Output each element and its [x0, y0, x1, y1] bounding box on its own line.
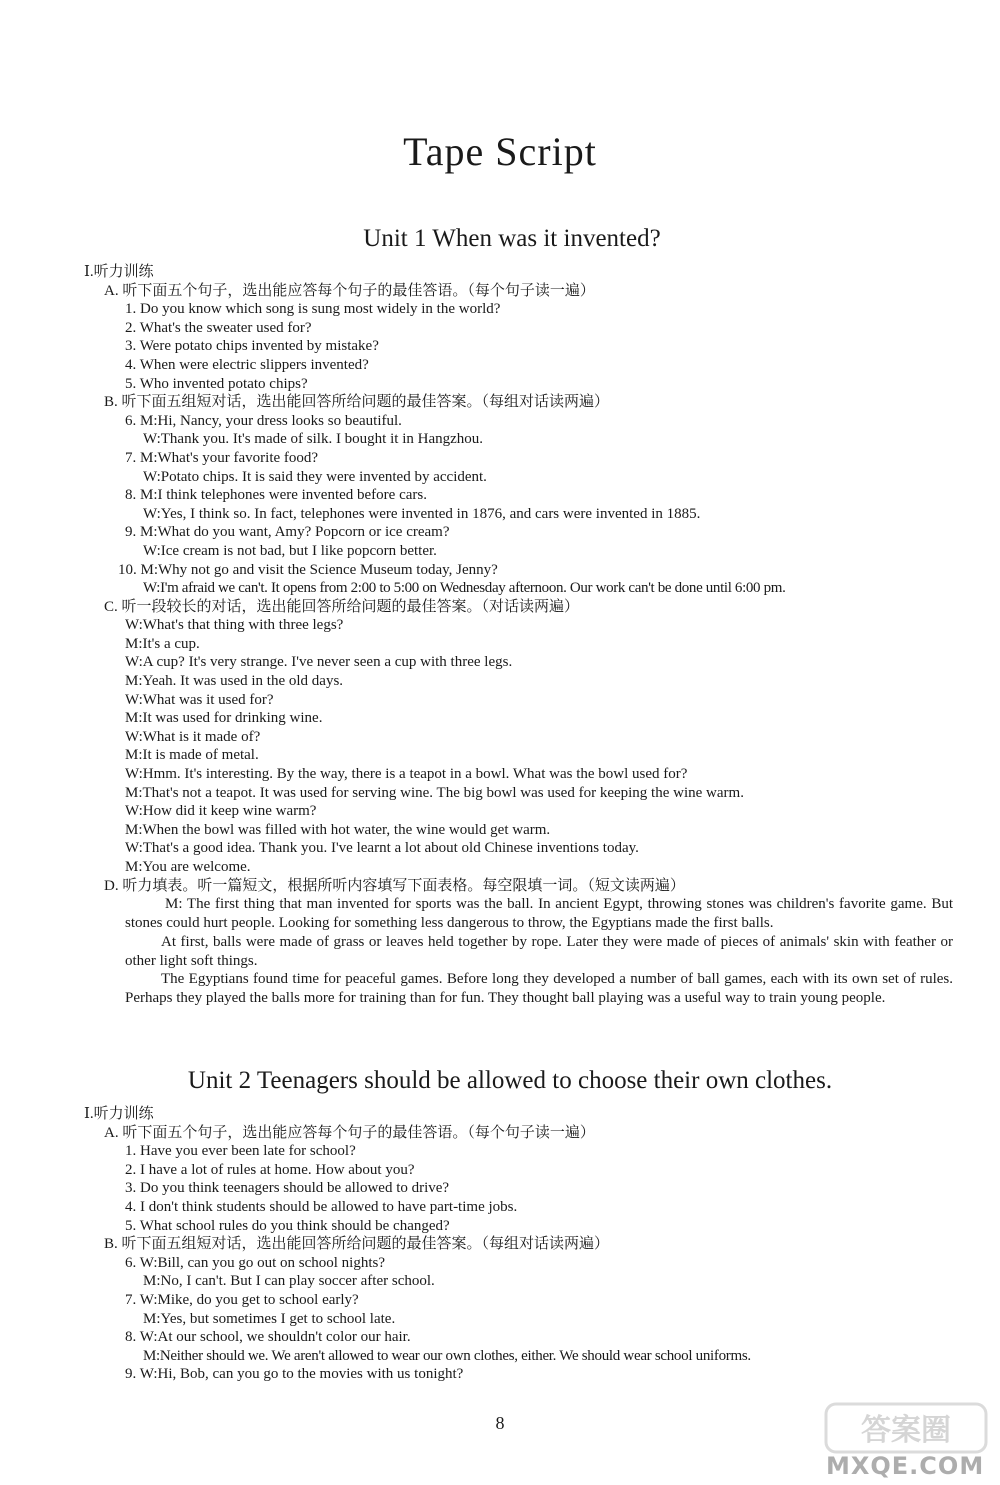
dialog-line: W:What's that thing with three legs? [125, 617, 344, 634]
unit-2-content [0, 1105, 1000, 1384]
part-d-heading: D. 听力填表。听一篇短文，根据所听内容填写下面表格。每空限填一词。（短文读两遍） [104, 877, 685, 894]
dialog-answer: W:Thank you. It's made of silk. I bought it in Hangzhou. [143, 431, 484, 448]
section-heading: Ⅰ.听力训练 [84, 1106, 154, 1122]
section-heading: Ⅰ.听力训练 [84, 264, 154, 280]
dialog-answer: M:No, I can't. But I can play soccer after school. [143, 1273, 435, 1290]
dialog-question: 7. W:Mike, do you get to school early? [125, 1291, 359, 1308]
dialog-line: W:That's a good idea. Thank you. I've learnt a lot about old Chinese inventions today. [125, 840, 639, 857]
passage-paragraph: The Egyptians found time for peaceful games. Before long they developed a number of ball games, each with its own set of rules. Perhaps they played the balls more for training than for fun. They thought ball playing was a useful way to train young people. [125, 971, 953, 1007]
dialog-line: M:It is made of metal. [125, 747, 259, 764]
part-a-item: 1. Have you ever been late for school? [125, 1143, 356, 1160]
page-number: 8 [495, 1413, 505, 1433]
dialog-line: W:What was it used for? [125, 691, 274, 708]
part-a-item: 4. When were electric slippers invented? [125, 356, 369, 373]
passage-paragraph: M: The first thing that man invented for sports was the ball. In ancient Egypt, throwing stones was children's favorite game. But stones could hurt people. Looking for something less dangerous to throw, the Egyptians made the first balls. [125, 896, 953, 931]
dialog-question: 8. W:At our school, we shouldn't color our hair. [125, 1329, 411, 1346]
dialog-line: W:Hmm. It's interesting. By the way, there is a teapot in a bowl. What was the bowl used for? [125, 766, 688, 783]
dialog-line: M:You are welcome. [125, 859, 251, 875]
unit-2-title: Unit 2 Teenagers should be allowed to choose their own clothes. [187, 1067, 833, 1094]
part-b-heading: B. 听下面五组短对话，选出能回答所给问题的最佳答案。（每组对话读两遍） [104, 1236, 610, 1253]
dialog-answer: M:Yes, but sometimes I get to school late. [143, 1310, 396, 1327]
part-a-item: 3. Were potato chips invented by mistake? [125, 338, 379, 355]
dialog-line: M:Yeah. It was used in the old days. [125, 673, 344, 690]
dialog-line: M:When the bowl was filled with hot water, the wine would get warm. [125, 821, 551, 838]
dialog-answer: M:Neither should we. We aren't allowed to wear our own clothes, either. We should wear school uniforms. [143, 1347, 751, 1364]
dialog-question: 8. M:I think telephones were invented before cars. [125, 487, 427, 504]
unit-1-title: Unit 1 When was it invented? [363, 225, 661, 252]
dialog-question: 10. M:Why not go and visit the Science Museum today, Jenny? [118, 561, 498, 578]
part-a-heading: A. 听下面五个句子，选出能应答每个句子的最佳答语。（每个句子读一遍） [104, 1124, 595, 1141]
part-a-item: 2. What's the sweater used for? [125, 319, 312, 336]
dialog-question: 9. M:What do you want, Amy? Popcorn or ice cream? [125, 524, 450, 541]
part-a-heading: A. 听下面五个句子，选出能应答每个句子的最佳答语。（每个句子读一遍） [104, 282, 595, 299]
dialog-line: M:It's a cup. [125, 635, 200, 652]
part-a-item: 3. Do you think teenagers should be allowed to drive? [125, 1180, 450, 1197]
dialog-answer: W:Potato chips. It is said they were invented by accident. [143, 468, 487, 485]
dialog-question: 9. W:Hi, Bob, can you go to the movies with us tonight? [125, 1366, 464, 1383]
watermark-logo-text: 答案圈 [861, 1413, 951, 1448]
watermark-text: MXQE.COM [826, 1452, 985, 1480]
dialog-question: 6. W:Bill, can you go out on school nights? [125, 1254, 385, 1271]
dialog-answer: W:Ice cream is not bad, but I like popcorn better. [143, 542, 437, 559]
dialog-question: 6. M:Hi, Nancy, your dress looks so beautiful. [125, 412, 402, 429]
dialog-line: M:It was used for drinking wine. [125, 710, 323, 727]
passage-paragraph: At first, balls were made of grass or leaves held together by rope. Later they were made of pieces of animals' skin with feather or other light soft things. [125, 933, 953, 969]
part-a-item: 1. Do you know which song is sung most widely in the world? [125, 301, 501, 318]
dialog-line: W:How did it keep wine warm? [125, 803, 317, 820]
unit-1-content [0, 263, 1000, 1008]
part-b-heading: B. 听下面五组短对话，选出能回答所给问题的最佳答案。（每组对话读两遍） [104, 394, 610, 411]
dialog-line: M:That's not a teapot. It was used for serving wine. The big bowl was used for keeping the wine warm. [125, 784, 744, 801]
part-a-item: 4. I don't think students should be allowed to have part-time jobs. [125, 1198, 518, 1215]
dialog-answer: W:Yes, I think so. In fact, telephones were invented in 1876, and cars were invented in 1885. [143, 505, 701, 522]
part-a-item: 5. Who invented potato chips? [125, 375, 308, 392]
part-a-item: 2. I have a lot of rules at home. How about you? [125, 1161, 415, 1178]
page-title: Tape Script [403, 129, 597, 174]
dialog-answer: W:I'm afraid we can't. It opens from 2:00 to 5:00 on Wednesday afternoon. Our work can't be done until 6:00 pm. [143, 580, 786, 597]
dialog-line: W:A cup? It's very strange. I've never seen a cup with three legs. [125, 654, 513, 671]
part-a-item: 5. What school rules do you think should be changed? [125, 1217, 450, 1234]
dialog-line: W:What is it made of? [125, 728, 261, 745]
dialog-question: 7. M:What's your favorite food? [125, 449, 319, 466]
part-c-heading: C. 听一段较长的对话，选出能回答所给问题的最佳答案。（对话读两遍） [104, 598, 580, 615]
